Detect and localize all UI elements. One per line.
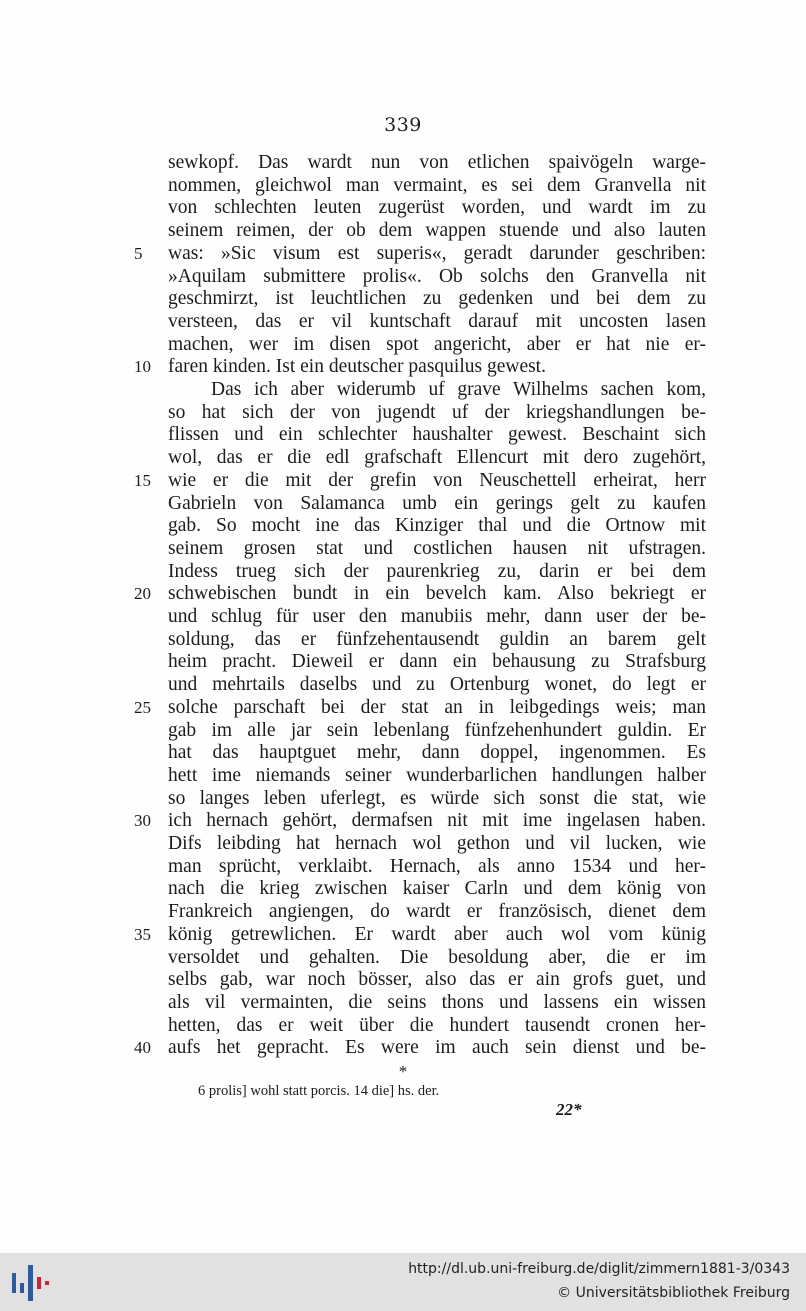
text-line: »Aquilam submittere prolis«. Ob solchs den Granvella nit [168,265,706,287]
signature-mark: 22* [556,1100,582,1119]
text-line: so langes leben uferlegt, es würde sich sonst die stat, wie [168,787,706,809]
text-line: solche parschaft bei der stat an in leibgedings weis; man [168,696,706,718]
text-line: versteen, das er vil kuntschaft darauf mit uncosten lasen [168,310,706,332]
text-line: könig getrewlichen. Er wardt aber auch wol vom künig [168,923,706,945]
text-line: wie er die mit der grefin von Neuschettell erheirat, herr [168,469,706,491]
line-number: 25 [134,697,151,717]
text-line: soldung, das er fünfzehentausendt guldin an barem gelt [168,628,706,650]
ub-freiburg-logo-icon[interactable] [10,1263,50,1303]
line-number: 15 [134,470,151,490]
line-number: 10 [134,357,151,377]
text-line: Das ich aber widerumb uf grave Wilhelms sachen kom, [211,379,706,400]
text-line: ich hernach gehört, dermafsen nit mit ime ingelasen haben. [168,810,706,832]
footer-bar [0,1253,806,1311]
text-line: versoldet und gehalten. Die besoldung aber, die er im [168,946,706,968]
line-number: 35 [134,924,151,944]
text-line: Frankreich angiengen, do wardt er französisch, dienet dem [168,901,706,923]
text-line: selbs gab, war noch bösser, also das er ain grofs guet, und [168,969,706,991]
text-line: seinem reimen, der ob dem wappen stuende und also lauten [168,220,706,242]
source-url-link[interactable]: http://dl.ub.uni-freiburg.de/diglit/zimmern1881-3/0343 [408,1261,790,1277]
text-line: und mehrtails daselbs und zu Ortenburg wonet, do legt er [168,674,706,696]
text-line: faren kinden. Ist ein deutscher pasquilus gewest. [168,356,546,378]
copyright-text: © Universitätsbibliothek Freiburg [557,1285,790,1301]
text-line: Gabrieln von Salamanca umb ein gerings gelt zu kaufen [168,492,706,514]
text-line: gab im alle jar sein lebenlang fünfzehenhundert guldin. Er [168,719,706,741]
footnote-separator: * [398,1062,408,1081]
text-line: hat das hauptguet mehr, dann doppel, ingenommen. Es [168,742,706,764]
text-line: Indess trueg sich der paurenkrieg zu, darin er bei dem [168,560,706,582]
text-line: so hat sich der von jugendt uf der kriegshandlungen be- [168,401,706,423]
text-line: von schlechten leuten zugerüst worden, und wardt im zu [168,197,706,219]
text-line: hett ime niemands seiner wunderbarlichen handlungen halber [168,764,706,786]
text-line: schwebischen bundt in ein bevelch kam. Also bekriegt er [168,583,706,605]
text-line: sewkopf. Das wardt nun von etlichen spaivögeln warge- [168,152,706,173]
text-line: wol, das er die edl grafschaft Ellencurt mit dero zugehört, [168,447,706,469]
text-line: geschmirzt, ist leuchtlichen zu gedenken und bei dem zu [168,288,706,310]
page-number: 339 [384,114,422,136]
line-number: 5 [134,243,143,263]
text-line: flissen und ein schlechter haushalter gewest. Beschaint sich [168,424,706,446]
text-line: aufs het gepracht. Es were im auch sein dienst und be- [168,1037,706,1059]
line-number: 40 [134,1038,151,1058]
text-line: heim pracht. Dieweil er dann ein behausung zu Strafsburg [168,651,706,673]
text-line: man sprücht, verklaibt. Hernach, als anno 1534 und her- [168,855,706,877]
text-line: nommen, gleichwol man vermaint, es sei dem Granvella nit [168,174,706,196]
line-number: 20 [134,584,151,604]
text-line: was: »Sic visum est superis«, geradt darunder geschriben: [168,242,706,264]
text-line: nach die krieg zwischen kaiser Carln und dem könig von [168,878,706,900]
text-line: machen, wer im disen spot angericht, aber er hat nie er- [168,333,706,355]
text-line: gab. So mocht ine das Kinziger thal und die Ortnow mit [168,515,706,537]
line-number: 30 [134,811,151,831]
text-line: seinem grosen stat und costlichen hausen nit ufstragen. [168,537,706,559]
text-line: Difs leibding hat hernach wol gethon und vil lucken, wie [168,833,706,854]
footnote: 6 prolis] wohl statt porcis. 14 die] hs. der. [198,1083,440,1099]
text-line: und schlug für user den manubiis mehr, dann user der be- [168,606,706,627]
text-line: als vil vermainten, die seins thons und lassens ein wissen [168,991,706,1013]
text-line: hetten, das er weit über die hundert tausendt cronen her- [168,1014,706,1036]
